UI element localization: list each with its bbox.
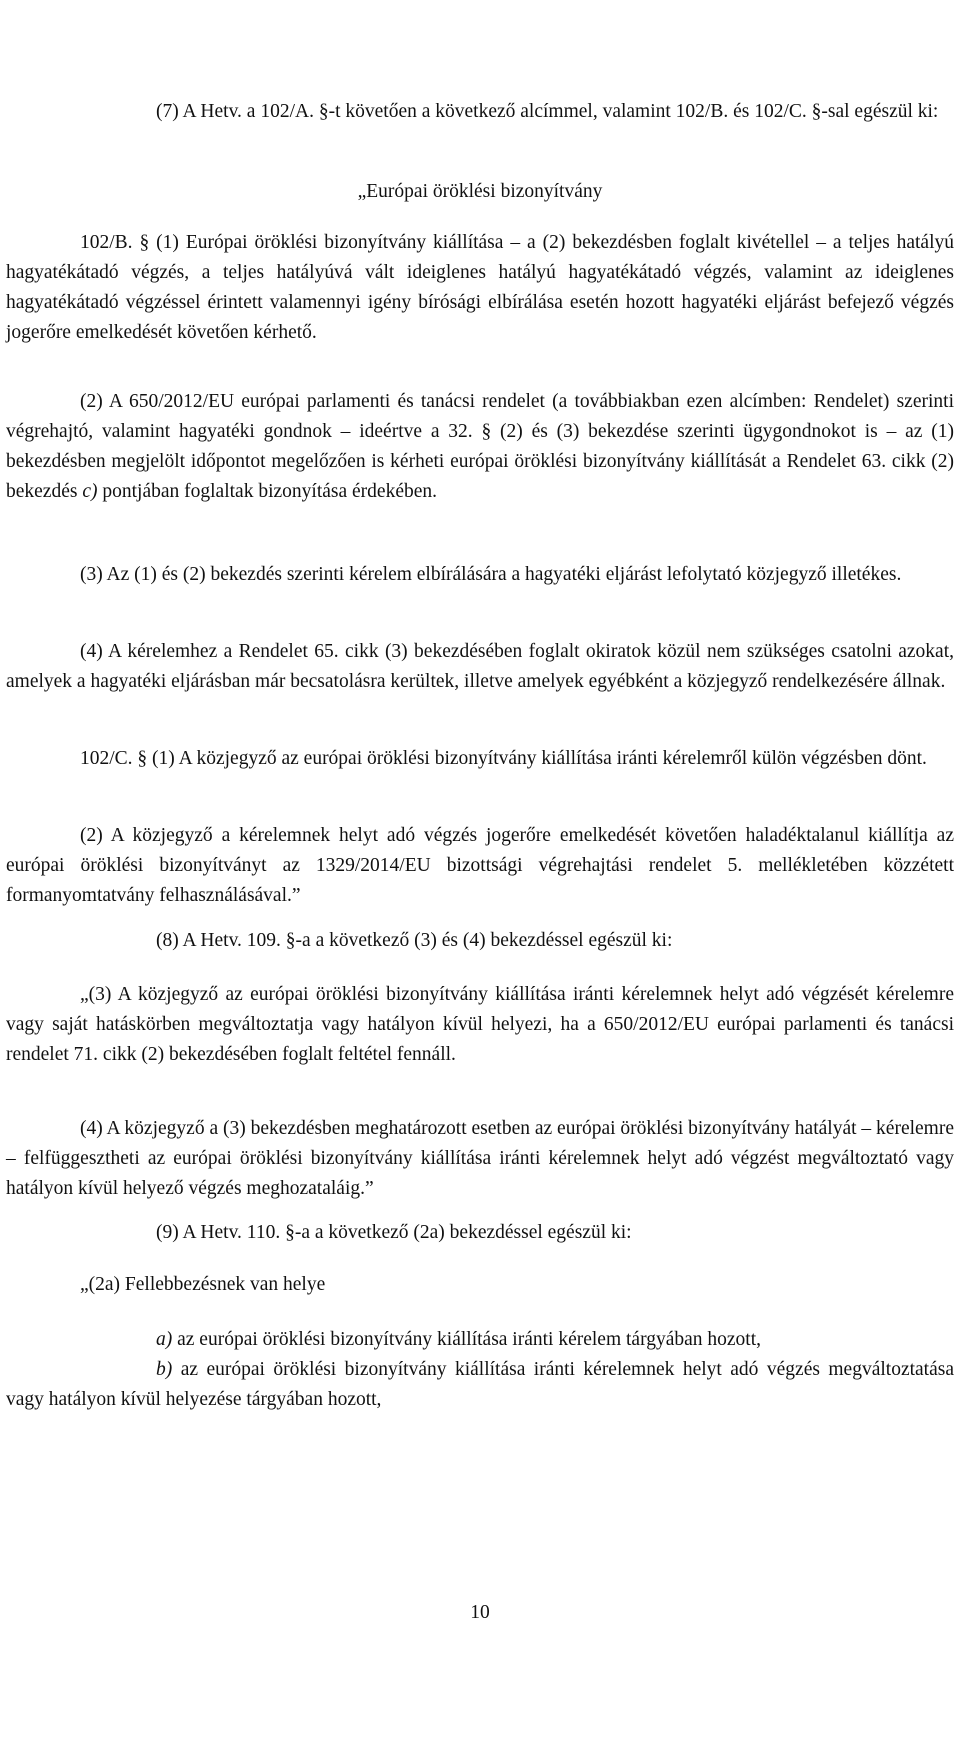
paragraph-102b-2-text: (2) A 650/2012/EU európai parlamenti és tanácsi rendelet (a továbbiakban ezen alcímben: Rendelet) szerinti végrehajtó, valamint hagyatéki gondnok – ideértve a 32. § (2) és (3) bekezdése szerinti ügygondnokot is – az (1) bekezdésben megjelölt időpontot megelőzően is kérheti európai öröklési bizonyítvány kiállítását a Rendelet 63. cikk (2) bekezdés <box>6 391 954 502</box>
paragraph-amendment-8: (8) A Hetv. 109. §-a a következő (3) és (4) bekezdéssel egészül ki: <box>156 930 673 951</box>
paragraph-102c-1: 102/C. § (1) A közjegyző az európai öröklési bizonyítvány kiállítása iránti kérelemről külön végzésben dönt. <box>80 748 927 769</box>
list-marker-a: a) <box>156 1329 173 1350</box>
list-item-b <box>6 1355 954 1415</box>
paragraph-102b-2-text-end: pontjában foglaltak bizonyítása érdekében. <box>97 481 437 502</box>
subtitle-heading: „Európai öröklési bizonyítvány <box>357 181 603 202</box>
paragraph-102b-3: (3) Az (1) és (2) bekezdés szerinti kérelem elbírálására a hagyatéki eljárást lefolytató közjegyző illetékes. <box>80 564 902 585</box>
list-item-a <box>6 1325 954 1355</box>
paragraph-102b-2-point: c) <box>82 481 98 502</box>
paragraph-102c-2: (2) A közjegyző a kérelemnek helyt adó végzés jogerőre emelkedését követően haladéktalanul kiállítja az európai öröklési bizonyítványt az 1329/2014/EU bizottsági végrehajtási rendelet 5. mellékletében közzétett formanyomtatvány felhasználásával.” <box>6 825 954 906</box>
paragraph-amendment-7: (7) A Hetv. a 102/A. §-t követően a következő alcímmel, valamint 102/B. és 102/C. §-sal egészül ki: <box>156 101 939 122</box>
paragraph-102b-1: 102/B. § (1) Európai öröklési bizonyítvány kiállítása – a (2) bekezdésben foglalt kivétellel – a teljes hatályú hagyatékátadó végzés, a teljes hatályúvá vált ideiglenes hatályú hagyatékátadó végzés, valamint az ideiglenes hagyatékátadó végzéssel érintett valamennyi igény bírósági elbírálása esetén hozott hagyatéki eljárást befejező végzés jogerőre emelkedését követően kérhető. <box>6 232 954 343</box>
paragraph-110-2a: „(2a) Fellebbezésnek van helye <box>80 1274 326 1295</box>
page-number: 10 <box>470 1602 490 1623</box>
paragraph-102b-4: (4) A kérelemhez a Rendelet 65. cikk (3) bekezdésében foglalt okiratok közül nem szükséges csatolni azokat, amelyek a hagyatéki eljárásban már becsatolásra kerültek, illetve amelyek egyébként a közjegyző rendelkezésére állnak. <box>6 641 954 692</box>
list-item-a-text: az európai öröklési bizonyítvány kiállítása iránti kérelem tárgyában hozott, <box>172 1329 762 1350</box>
paragraph-102b-2 <box>6 387 954 507</box>
paragraph-109-3: „(3) A közjegyző az európai öröklési bizonyítvány kiállítása iránti kérelemnek helyt adó végzését kérelemre vagy saját hatáskörben megváltoztatja vagy hatályon kívül helyezi, ha a 650/2012/EU európai parlamenti és tanácsi rendelet 71. cikk (2) bekezdésében foglalt feltétel fennáll. <box>6 984 954 1065</box>
paragraph-109-4: (4) A közjegyző a (3) bekezdésben meghatározott esetben az európai öröklési bizonyítvány hatályát – kérelemre – felfüggesztheti az európai öröklési bizonyítvány kiállítása iránti kérelemnek helyt adó végzést megváltoztató vagy hatályon kívül helyező végzés meghozataláig.” <box>6 1118 954 1199</box>
paragraph-amendment-9: (9) A Hetv. 110. §-a a következő (2a) bekezdéssel egészül ki: <box>156 1222 632 1243</box>
list-item-b-text: az európai öröklési bizonyítvány kiállítása iránti kérelemnek helyt adó végzés megváltoztatása vagy hatályon kívül helyezése tárgyában hozott, <box>6 1359 954 1410</box>
list-marker-b: b) <box>156 1359 173 1380</box>
